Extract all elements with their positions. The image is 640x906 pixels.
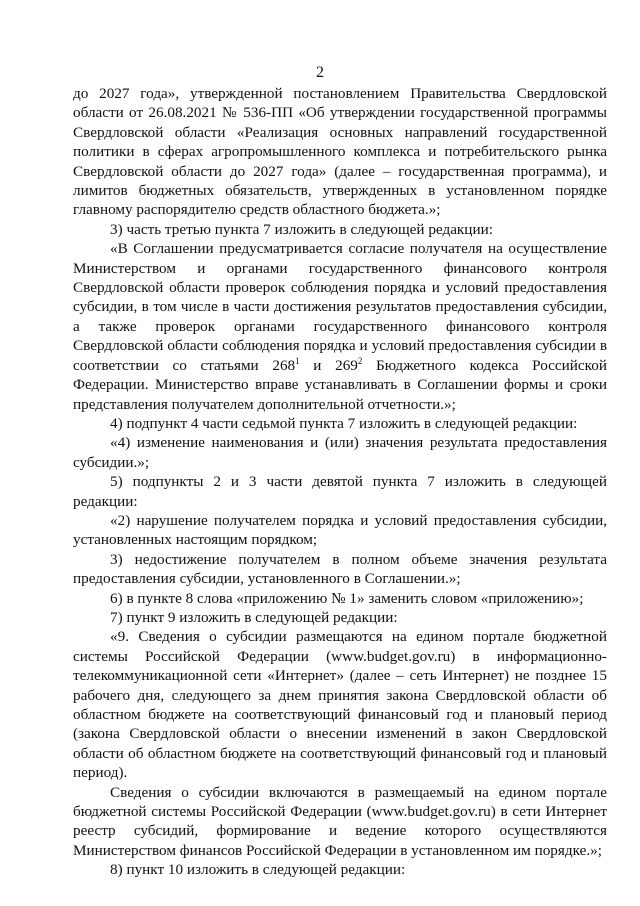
superscript: 2 [357, 355, 363, 366]
paragraph: «2) нарушение получателем порядка и условий предоставления субсидии, установленных настоящим порядком; [73, 511, 607, 549]
paragraph [73, 239, 607, 414]
paragraph: 4) подпункт 4 части седьмой пункта 7 изложить в следующей редакции: [110, 414, 578, 432]
paragraph: 3) часть третью пункта 7 изложить в следующей редакции: [110, 220, 493, 238]
superscript: 1 [295, 355, 300, 366]
paragraph: 7) пункт 9 изложить в следующей редакции: [110, 608, 398, 626]
paragraph: 6) в пункте 8 слова «приложению № 1» заменить словом «приложению»; [110, 589, 584, 607]
paragraph: до 2027 года», утвержденной постановлением Правительства Свердловской области от 26.08.2021 № 536-ПП «Об утверждении государственной программы Свердловской области «Реализация основных направлений государственной политики в сферах агропромышленного комплекса и потребительского рынка Свердловской области до 2027 года» (далее – государственная программа), и лимитов бюджетных обязательств, утвержденных в установленном порядке главному распорядителю средств областного бюджета.»; [73, 85, 607, 219]
paragraph-text: Бюджетного кодекса Российской Федерации. Министерство вправе устанавливать в Соглашении формы и сроки представления получателем дополнительной отчетности.»; [73, 356, 607, 413]
paragraph: Сведения о субсидии включаются в размещаемый на едином портале бюджетной системы Российской Федерации (www.budget.gov.ru) в сети Интернет реестр субсидий, формирование и ведение которого осуществляются Министерством финансов Российской Федерации в установленном им порядке.»; [73, 783, 607, 859]
document-body [73, 84, 607, 880]
paragraph: 8) пункт 10 изложить в следующей редакции: [110, 861, 406, 879]
paragraph-text: «В Соглашении предусматривается согласие получателя на осуществление Министерством и органами государственного финансового контроля Свердловской области проверок соблюдения порядка и условий предоставления субсидии, в том числе в части достижения результатов предоставления субсидии, а также проверок органами государственного финансового контроля Свердловской области соблюдения порядка и условий предоставления субсидии в соответствии со статьями 268 [73, 240, 607, 374]
paragraph: 5) подпункты 2 и 3 части девятой пункта 7 изложить в следующей редакции: [73, 473, 607, 510]
paragraph: «9. Сведения о субсидии размещаются на едином портале бюджетной системы Российской Федерации (www.budget.gov.ru) в информационно-телекоммуникационной сети «Интернет» (далее – сеть Интернет) не позднее 15 рабочего дня, следующего за днем принятия закона Свердловской области об областном бюджете на соответствующий финансовый год и плановый период (закона Свердловской области о внесении изменений в закон Свердловской области об областном бюджете на соответствующий финансовый год и плановый период). [73, 628, 607, 782]
paragraph-text: и 269 [299, 356, 358, 374]
paragraph: «4) изменение наименования и (или) значения результата предоставления субсидии.»; [73, 434, 607, 471]
page-number: 2 [316, 64, 324, 81]
paragraph: 3) недостижение получателем в полном объеме значения результата предоставления субсидии, установленного в Соглашении.»; [73, 550, 607, 588]
